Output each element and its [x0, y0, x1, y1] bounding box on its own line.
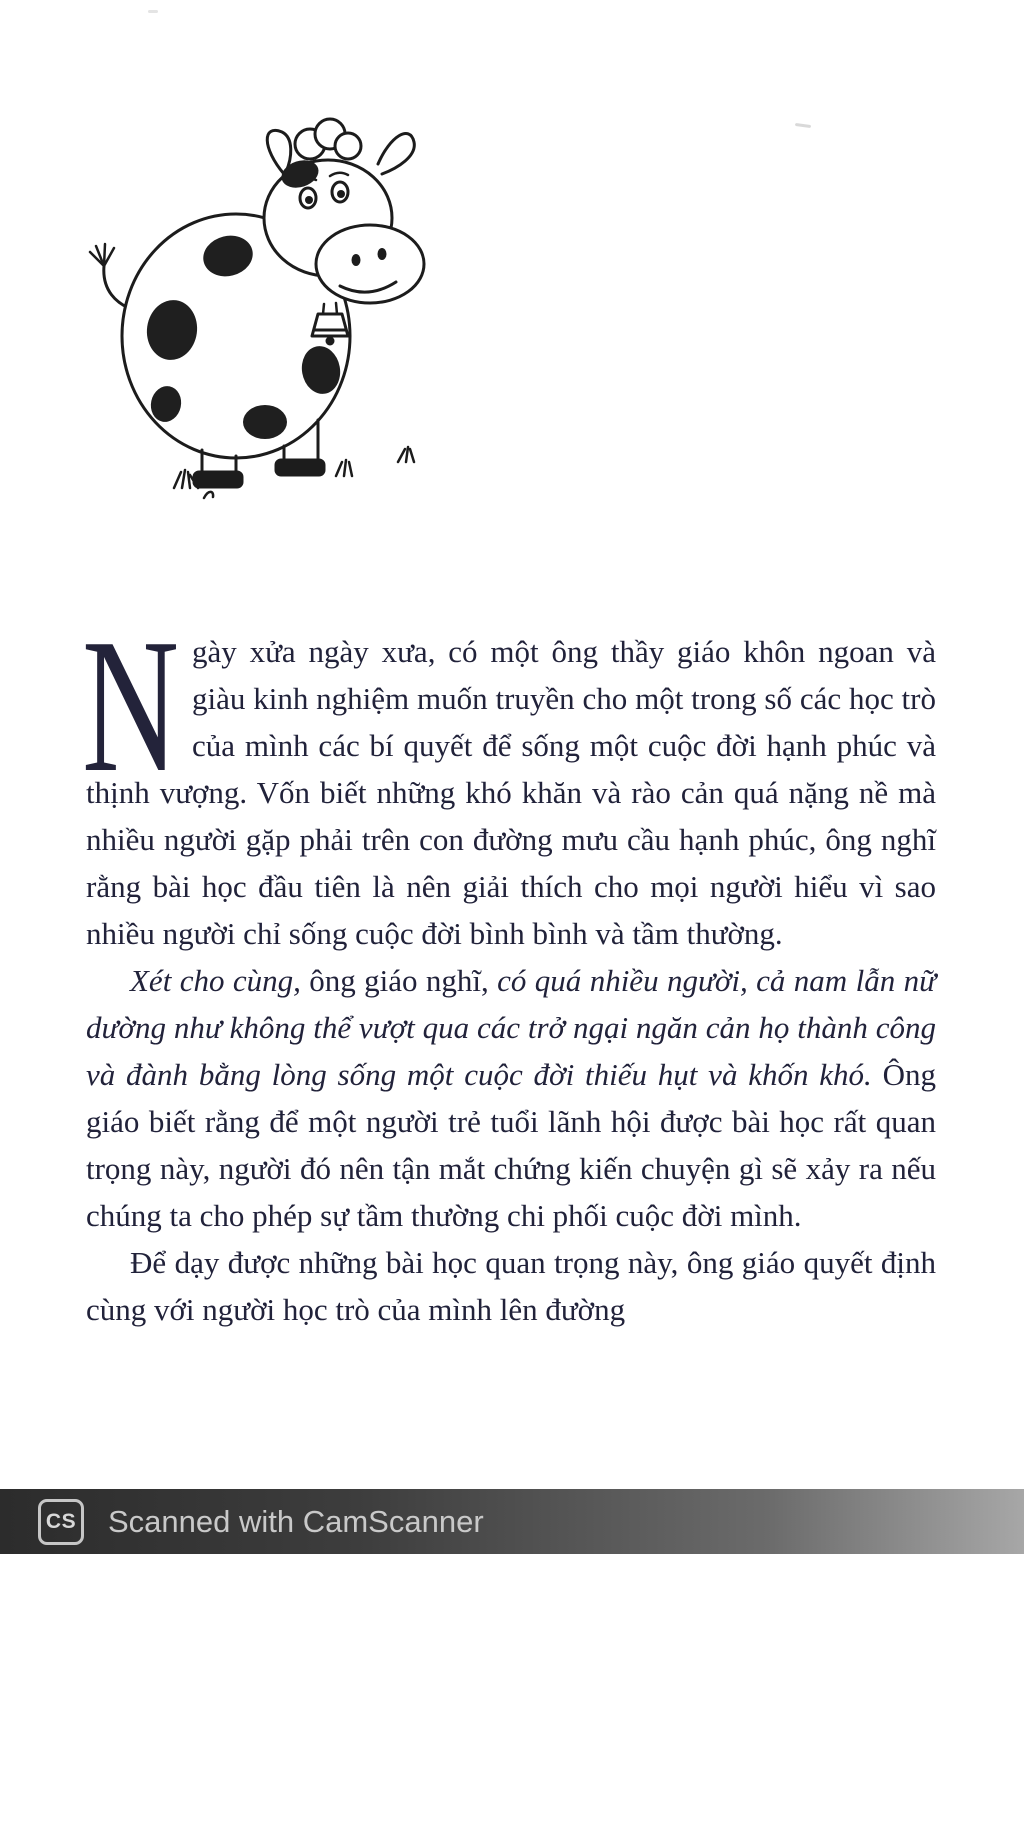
text-segment: gày xửa ngày xưa, có một ông thầy giáo khôn ngoan và giàu kinh nghiệm muốn truyền cho một trong số các học trò của mình các bí quyết để sống một cuộc đời hạnh phúc và thịnh vượng. Vốn biết những khó khăn và rào cản quá nặng nề mà nhiều người gặp phải trên con đường mưu cầu hạnh phúc, ông nghĩ rằng bài học đầu tiên là nên giải thích cho mọi người hiểu vì sao nhiều người chỉ sống cuộc đời bình bình và tầm thường. — [86, 634, 936, 951]
paragraph — [86, 628, 936, 957]
drop-cap: N — [82, 599, 180, 812]
camscanner-label: Scanned with CamScanner — [108, 1503, 484, 1539]
text-segment: Để dạy được những bài học quan trọng này, ông giáo quyết định cùng với người học trò của mình lên đường — [86, 1245, 936, 1327]
cow-illustration — [78, 48, 438, 503]
cow-muzzle — [316, 225, 424, 303]
camscanner-logo-icon: CS — [38, 1499, 84, 1545]
text-segment-italic: có quá nhiều người, cả nam lẫn nữ dường như không thể vượt qua các trở ngại ngăn cản họ thành công và đành bằng lòng sống một cuộc đời thiếu hụt và khốn khó. — [86, 963, 936, 1092]
scan-artifact — [795, 123, 811, 128]
text-segment: Ông giáo biết rằng để một người trẻ tuổi lãnh hội được bài học rất quan trọng này, người đó nên tận mắt chứng kiến chuyện gì sẽ xảy ra nếu chúng ta cho phép sự tầm thường chi phối cuộc đời mình. — [86, 1057, 936, 1233]
page-text — [82, 599, 936, 1333]
cow-hair-tuft — [295, 119, 361, 159]
cow-illustration-svg — [78, 48, 438, 503]
paragraphs — [86, 628, 936, 1333]
paragraph — [86, 1239, 936, 1333]
camscanner-watermark-bar — [0, 1489, 1024, 1554]
text-segment-italic: Xét cho cùng, — [130, 963, 301, 998]
scan-artifact — [148, 10, 158, 13]
paragraph — [86, 957, 936, 1239]
text-segment: ông giáo nghĩ, — [300, 963, 498, 998]
